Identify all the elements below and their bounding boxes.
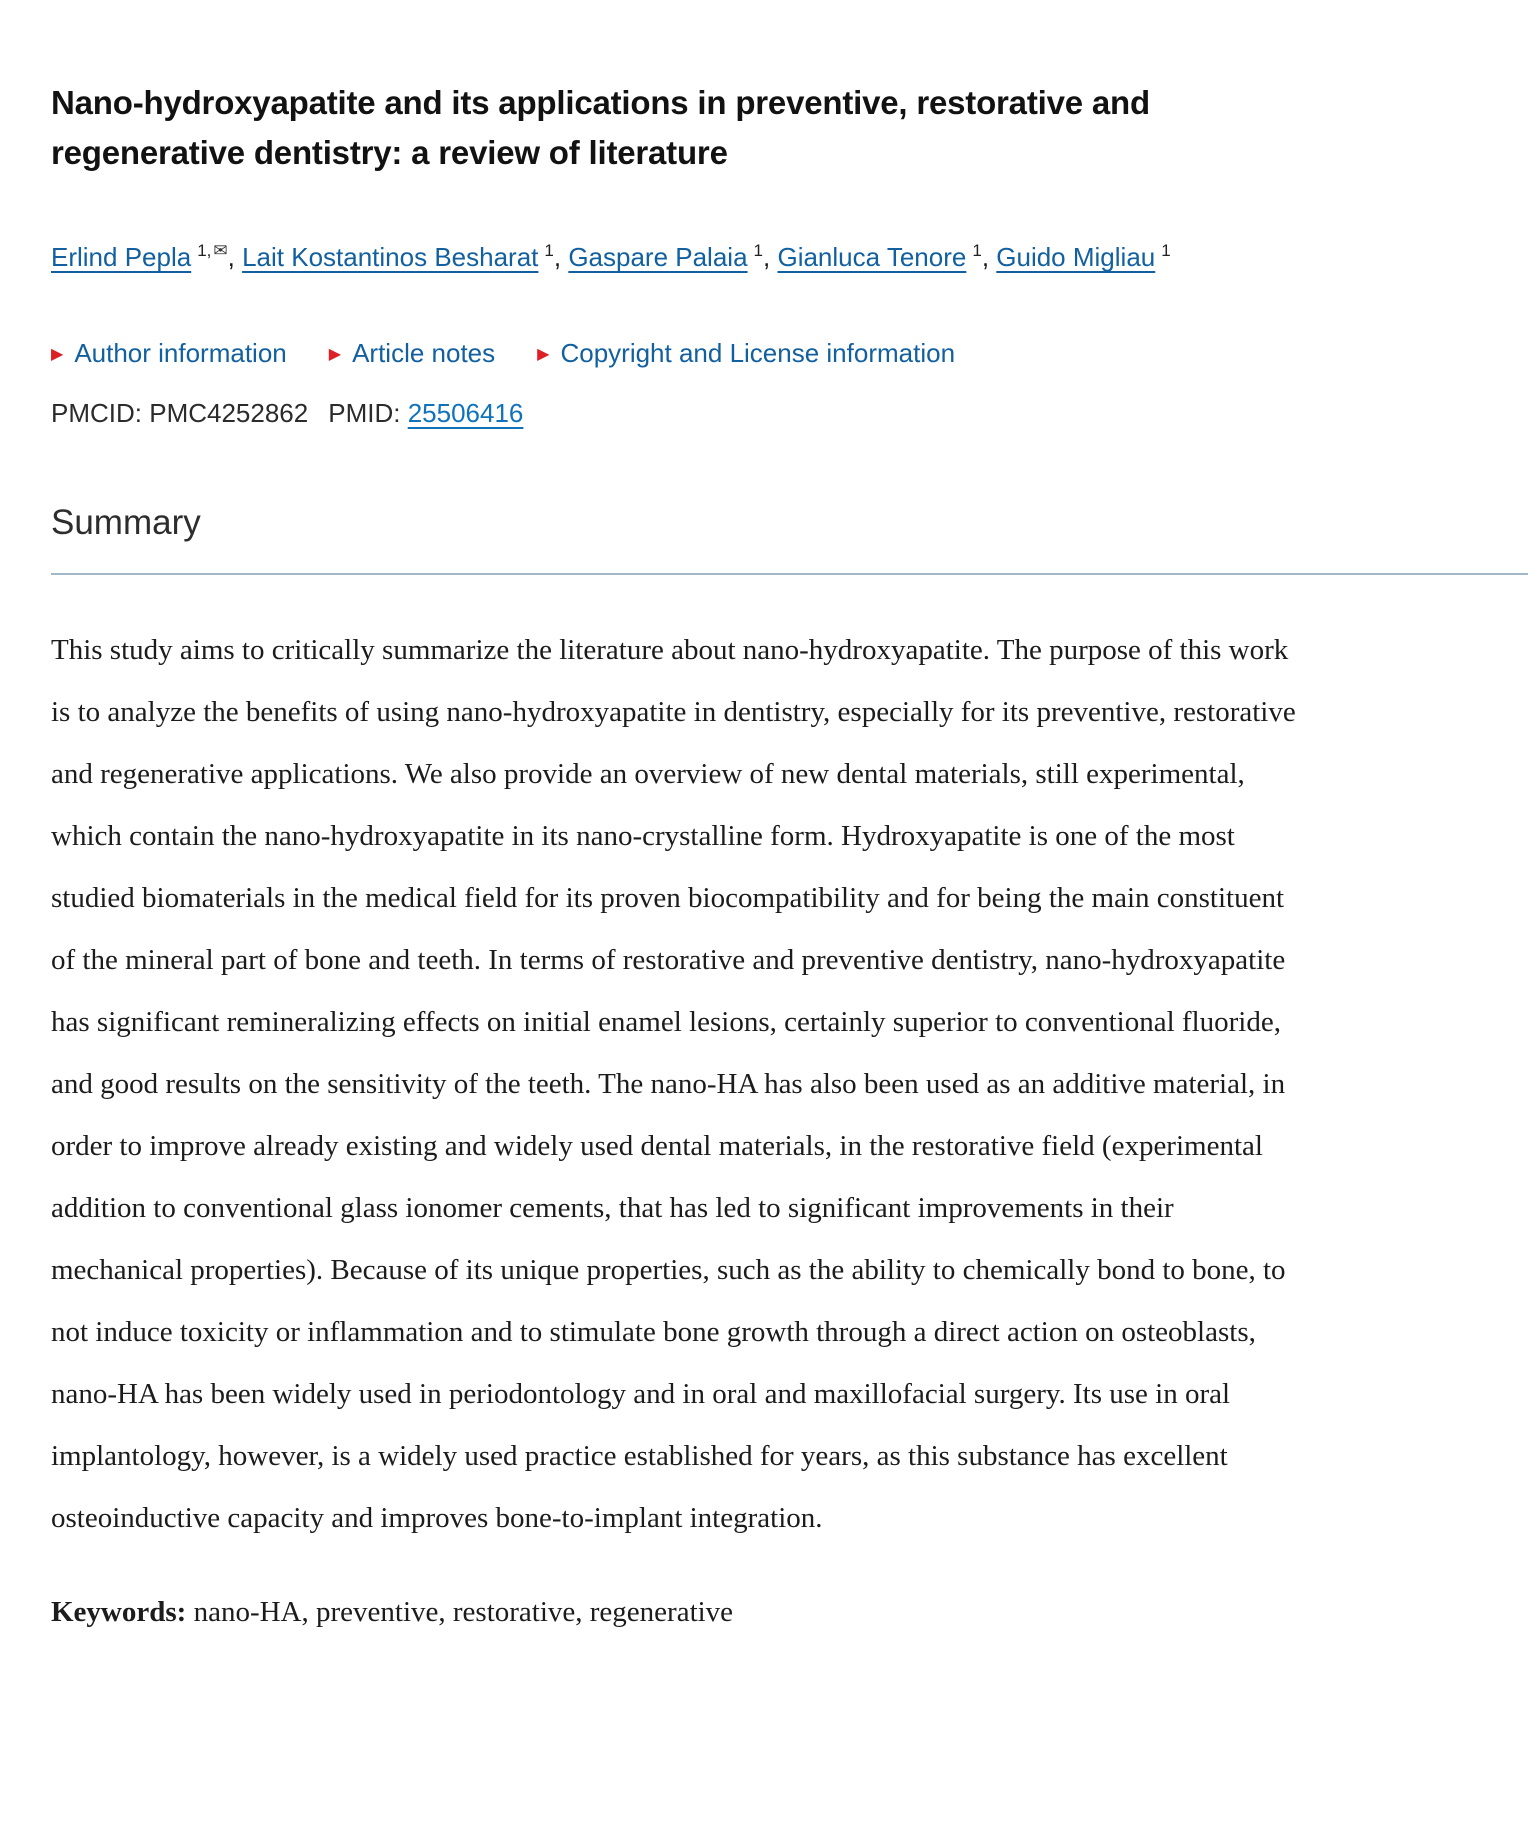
- summary-section-header: [51, 503, 1528, 575]
- author-link[interactable]: Erlind Pepla: [51, 242, 192, 272]
- affiliation-superscript: 1: [753, 241, 764, 261]
- summary-paragraph: This study aims to critically summarize the literature about nano-hydroxyapatite. The purpose of this work is to analyze the benefits of using nano-hydroxyapatite in dentistry, especially for its preventive, restorative and regenerative applications. We also provide an overview of new dental materials, still experimental, which contain the nano-hydroxyapatite in its nano-crystalline form. Hydroxyapatite is one of the most studied biomaterials in the medical field for its proven biocompatibility and for being the main constituent of the mineral part of bone and teeth. In terms of restorative and preventive dentistry, nano-hydroxyapatite has significant remineralizing effects on initial enamel lesions, certainly superior to conventional fluoride, and good results on the sensitivity of the teeth. The nano-HA has also been used as an additive material, in order to improve already existing and widely used dental materials, in the restorative field (experimental addition to conventional glass ionomer cements, that has led to significant improvements in their mechanical properties). Because of its unique properties, such as the ability to chemically bond to bone, to not induce toxicity or inflammation and to stimulate bone growth through a direct action on osteoblasts, nano-HA has been widely used in periodontology and in oral and maxillofacial surgery. Its use in oral implantology, however, is a widely used practice established for years, as this substance has excellent osteoinductive capacity and improves bone-to-implant integration.: [51, 634, 1296, 1534]
- pmcid-label: PMCID:: [51, 398, 142, 428]
- article-title: Nano-hydroxyapatite and its applications in preventive, restorative and regenerative dentistry: a review of literature: [51, 84, 1150, 171]
- meta-link-article-notes[interactable]: [329, 338, 495, 369]
- pmcid-value: PMC4252862: [149, 398, 309, 428]
- pmid-label: PMID:: [328, 398, 401, 428]
- author-link[interactable]: Guido Migliau: [996, 242, 1156, 272]
- article-ids: [51, 398, 1528, 429]
- author-link[interactable]: Lait Kostantinos Besharat: [242, 242, 539, 272]
- summary-heading: Summary: [51, 503, 201, 542]
- disclosure-triangle-icon: ▶: [51, 345, 64, 363]
- meta-link-label: Author information: [74, 338, 287, 368]
- email-icon[interactable]: ✉: [213, 241, 228, 261]
- keywords-value: nano-HA, preventive, restorative, regenerative: [186, 1596, 734, 1628]
- meta-link-label: Article notes: [352, 338, 496, 368]
- keywords-label: Keywords:: [51, 1596, 187, 1628]
- disclosure-triangle-icon: ▶: [537, 345, 550, 363]
- affiliation-superscript: 1, ✉: [197, 241, 228, 261]
- article-meta-links: [51, 338, 1528, 369]
- affiliation-superscript: 1: [972, 241, 982, 261]
- disclosure-triangle-icon: ▶: [328, 345, 342, 363]
- affiliation-superscript: 1: [544, 241, 554, 261]
- meta-link-copyright-and-license-information[interactable]: [537, 338, 955, 369]
- meta-link-author-information[interactable]: [51, 338, 287, 369]
- author-link[interactable]: Gaspare Palaia: [568, 242, 748, 272]
- author-link[interactable]: Gianluca Tenore: [777, 242, 967, 272]
- pmid-link[interactable]: 25506416: [407, 398, 524, 428]
- keywords-line: [51, 1591, 1296, 1633]
- meta-link-label: Copyright and License information: [560, 338, 956, 368]
- affiliation-superscript: 1: [1161, 241, 1171, 261]
- authors-line: Erlind Pepla $^{1, ✉}$, Lait Kostantinos Besharat $^1$, Gaspare Palaia $^1$, Gianluca Tenore $^1$, Guido Migliau $^1$: [51, 241, 1171, 272]
- pmcid-group: [51, 398, 308, 428]
